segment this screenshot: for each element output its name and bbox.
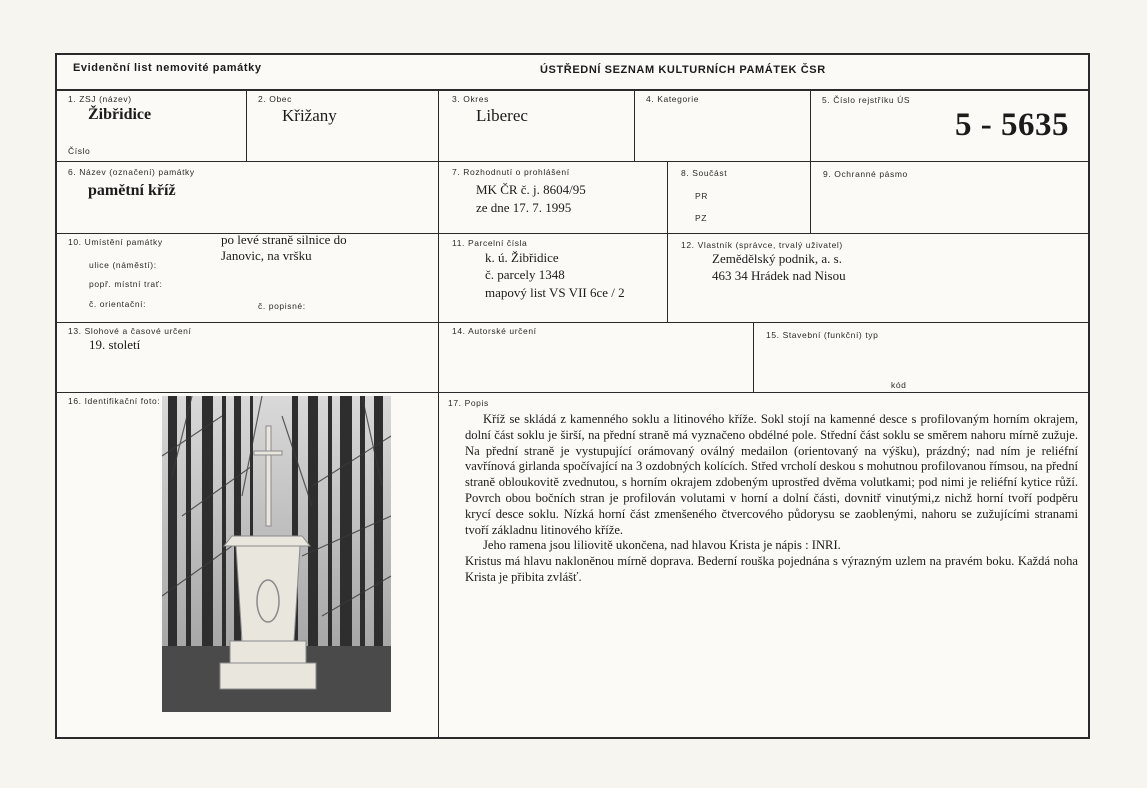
cislo-label: Číslo xyxy=(68,146,91,156)
popisne-label: č. popisné: xyxy=(258,301,306,311)
divider-row4 xyxy=(56,392,1090,393)
orientacni-label: č. orientační: xyxy=(89,299,147,309)
divider-col-rejstrik xyxy=(810,90,811,233)
popis-label: 17. Popis xyxy=(448,398,489,408)
header-left-title: Evidenční list nemovité památky xyxy=(73,62,262,74)
autorske-label: 14. Autorské určení xyxy=(452,326,537,336)
slohove-label: 13. Slohové a časové určení xyxy=(68,326,192,336)
zsj-value: Žibřidice xyxy=(88,106,152,123)
divider-col-stavebni xyxy=(753,322,754,392)
parcelni-line3: mapový list VS VII 6ce / 2 xyxy=(485,285,625,300)
identification-photo xyxy=(162,396,391,712)
parcelni-line1: k. ú. Žibřidice xyxy=(485,250,559,265)
divider-col-kategorie xyxy=(634,90,635,161)
slohove-value: 19. století xyxy=(89,337,141,352)
rozhodnuti-line1: MK ČR č. j. 8604/95 xyxy=(476,182,586,197)
stavebni-label: 15. Stavební (funkční) typ xyxy=(766,330,879,340)
rozhodnuti-line2: ze dne 17. 7. 1995 xyxy=(476,200,572,215)
rejstrik-label: 5. Číslo rejstříku ÚS xyxy=(822,95,911,105)
vlastnik-label: 12. Vlastník (správce, trvalý uživatel) xyxy=(681,240,843,250)
nazev-value: pamětní kříž xyxy=(88,182,176,199)
divider-row2 xyxy=(56,233,1090,234)
ulice-label: ulice (náměstí): xyxy=(89,260,157,270)
description-paragraph: Kristus má hlavu nakloněnou mírně doprava. Bederní rouška pojednána s výrazným uzlem na pravém boku. Každá noha Krista je přibita zvlášť. xyxy=(465,554,1078,584)
umisteni-label: 10. Umístění památky xyxy=(68,237,163,247)
zsj-label: 1. ZSJ (název) xyxy=(68,94,132,104)
divider-col-soucast xyxy=(667,161,668,322)
okres-value: Liberec xyxy=(476,106,528,125)
soucast-pr: PR xyxy=(695,191,709,201)
description-text xyxy=(465,412,1078,586)
soucast-pz: PZ xyxy=(695,213,708,223)
description-paragraph: Kříž se skládá z kamenného soklu a litinového kříže. Sokl stojí na kamenné desce s profilovaným horním okrajem, dolní část soklu je širší, na přední straně má vyznačeno obdélné pole. Střední část soklu se směrem nahoru mírně zužuje. Na přední straně je vystupující orámovaný oválný medailon (orientovaný na výšku), prázdný; nad ním je reliéfní vavřínová girlanda spočívající na 3 ozdobných kolících. Střed vrcholí deskou s mohutnou profilovanou římsou, na přední straně obloukovitě zvednutou, s horním okrajem zdobeným uprostřed dvěma volutkami; pod nimi je reliéfní kytice růží. Povrch obou bočních stran je profilován volutami v horní a dolní části, dovnitř vinutými,z nichž horní tvoří podpěru krycí desce soklu. Nízká horní část zmenšeného čtvercového půdorysu se zaoblenými, nahoru se zužujícími stranami tvoří základnu litinového kříže. xyxy=(465,412,1078,537)
description-paragraph: Jeho ramena jsou liliovitě ukončena, nad hlavou Krista je nápis : INRI. xyxy=(483,538,841,553)
rozhodnuti-label: 7. Rozhodnutí o prohlášení xyxy=(452,167,570,177)
okres-label: 3. Okres xyxy=(452,94,489,104)
obec-value: Křižany xyxy=(282,106,337,125)
divider-header xyxy=(56,89,1090,91)
vlastnik-line2: 463 34 Hrádek nad Nisou xyxy=(712,268,846,283)
rejstrik-value: 5 - 5635 xyxy=(955,107,1069,143)
header-right-title: ÚSTŘEDNÍ SEZNAM KULTURNÍCH PAMÁTEK ČSR xyxy=(540,64,826,76)
parcelni-line2: č. parcely 1348 xyxy=(485,267,565,282)
divider-row1 xyxy=(56,161,1090,162)
vlastnik-line1: Zemědělský podnik, a. s. xyxy=(712,251,842,266)
umisteni-line1: po levé straně silnice do xyxy=(221,232,347,247)
umisteni-line2: Janovic, na vršku xyxy=(221,248,312,263)
soucast-label: 8. Součást xyxy=(681,168,728,178)
pasmo-label: 9. Ochranné pásmo xyxy=(823,169,908,179)
nazev-label: 6. Název (označení) památky xyxy=(68,167,195,177)
parcelni-label: 11. Parcelní čísla xyxy=(452,238,528,248)
trat-label: popř. místní trať: xyxy=(89,279,163,289)
foto-label: 16. Identifikační foto: xyxy=(68,396,161,406)
obec-label: 2. Obec xyxy=(258,94,292,104)
divider-col-main xyxy=(438,90,439,392)
divider-row3 xyxy=(56,322,1090,323)
divider-col-popis xyxy=(438,392,439,738)
kod-label: kód xyxy=(891,380,907,390)
kategorie-label: 4. Kategorie xyxy=(646,94,700,104)
divider-col-obec xyxy=(246,90,247,161)
